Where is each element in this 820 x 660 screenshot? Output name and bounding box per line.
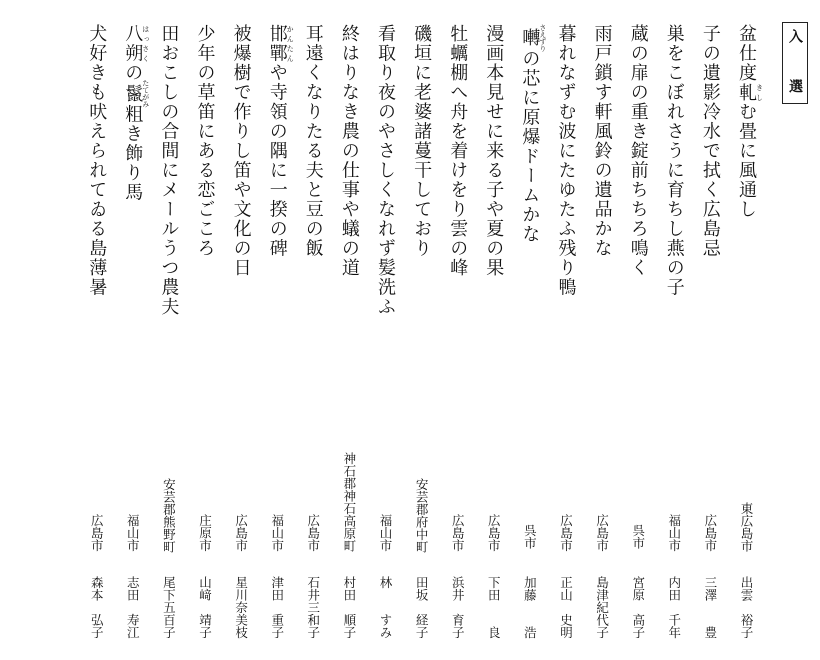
author-place: 広島市 bbox=[450, 514, 466, 552]
haiku-entry bbox=[620, 0, 656, 660]
author-place: 呉市 bbox=[630, 524, 646, 549]
haiku-text: 少年の草笛にある恋ごころ bbox=[194, 24, 216, 258]
author-name: 志田 寿江 bbox=[125, 576, 141, 639]
section-label: 入 選 bbox=[782, 22, 808, 104]
haiku-entry bbox=[78, 0, 114, 660]
haiku-entry bbox=[403, 0, 439, 660]
author-name: 下田 良 bbox=[486, 576, 502, 639]
haiku-text: 終はりなき農の仕事や蟻の道 bbox=[338, 24, 360, 278]
author-place: 福山市 bbox=[378, 514, 393, 552]
author-name: 浜井 育子 bbox=[450, 576, 466, 639]
author-name: 森本 弘子 bbox=[89, 576, 105, 639]
author-name: 正山 史明 bbox=[558, 576, 574, 639]
author-name: 宮原 高子 bbox=[630, 576, 646, 639]
haiku-entry bbox=[331, 0, 367, 660]
author-place: 広島市 bbox=[702, 514, 718, 552]
haiku-text: 暮れなずむ波にたゆたふ残り鴨 bbox=[555, 24, 577, 297]
haiku-entry bbox=[187, 0, 223, 660]
haiku-entry bbox=[584, 0, 620, 660]
author-name: 山﨑 靖子 bbox=[197, 576, 213, 639]
author-place: 呉市 bbox=[522, 524, 538, 549]
haiku-text: 巣をこぼれさうに育ちし燕の子 bbox=[663, 24, 685, 297]
author-name: 林 すみ bbox=[378, 576, 393, 639]
author-name: 津田 重子 bbox=[269, 576, 285, 639]
author-place: 広島市 bbox=[594, 514, 610, 552]
author-name: 星川奈美枝 bbox=[233, 576, 249, 639]
author-place: 福山市 bbox=[666, 514, 682, 552]
author-place: 広島市 bbox=[486, 514, 502, 552]
author-place: 庄原市 bbox=[197, 514, 213, 552]
haiku-entry bbox=[439, 0, 475, 660]
author-name: 出雲 裕子 bbox=[739, 576, 754, 639]
haiku-entry bbox=[367, 0, 403, 660]
author-name: 石井三和子 bbox=[305, 576, 321, 639]
haiku-entry bbox=[511, 0, 547, 660]
haiku-entry bbox=[223, 0, 259, 660]
haiku-text: 子の遺影冷水で拭く広島忌 bbox=[699, 24, 721, 258]
author-place: 広島市 bbox=[558, 514, 574, 552]
author-place: 安芸郡熊野町 bbox=[161, 478, 177, 553]
haiku-text: 牡蠣棚へ舟を着けをり雲の峰 bbox=[447, 24, 469, 278]
haiku-text: 邯鄲かんたんや寺領の隅に一揆の碑 bbox=[266, 24, 295, 258]
author-name: 島津紀代子 bbox=[594, 576, 610, 639]
haiku-entry bbox=[475, 0, 511, 660]
haiku-text: 漫画本見せに来る子や夏の果 bbox=[483, 24, 505, 278]
haiku-entry bbox=[150, 0, 186, 660]
haiku-text: 蔵の扉の重き錠前ちちろ鳴く bbox=[627, 24, 649, 278]
author-name: 加藤 浩 bbox=[522, 576, 538, 639]
author-place: 広島市 bbox=[89, 514, 105, 552]
author-name: 田坂 経子 bbox=[414, 576, 430, 639]
haiku-entry bbox=[728, 0, 764, 660]
author-place: 広島市 bbox=[233, 514, 249, 552]
author-name: 内田 千年 bbox=[666, 576, 682, 639]
author-place: 福山市 bbox=[269, 514, 285, 552]
author-place: 安芸郡府中町 bbox=[414, 478, 430, 553]
haiku-entry bbox=[656, 0, 692, 660]
haiku-text: 八朔はっさくの鬣たてがみ粗き飾り馬 bbox=[122, 24, 150, 202]
author-place: 福山市 bbox=[125, 514, 141, 552]
haiku-entry bbox=[548, 0, 584, 660]
haiku-text: 雨戸鎖す軒風鈴の遺品かな bbox=[591, 24, 613, 258]
author-place: 広島市 bbox=[305, 514, 321, 552]
haiku-text: 被爆樹で作りし笛や文化の日 bbox=[230, 24, 252, 278]
author-name: 尾下五百子 bbox=[161, 576, 177, 639]
haiku-entry bbox=[114, 0, 150, 660]
haiku-entry bbox=[692, 0, 728, 660]
haiku-text: 犬好きも吠えられてゐる島薄暑 bbox=[86, 24, 108, 297]
haiku-text: 磯垣に老婆諸蔓干しており bbox=[411, 24, 433, 258]
haiku-text: 看取り夜のやさしくなれず髪洗ふ bbox=[375, 24, 396, 317]
haiku-text: 田おこしの合間にメールうつ農夫 bbox=[158, 24, 180, 317]
haiku-text: 囀さえずりの芯に原爆ドームかな bbox=[519, 24, 547, 244]
author-place: 東広島市 bbox=[739, 502, 754, 552]
author-name: 村田 順子 bbox=[341, 576, 357, 639]
author-place: 神石郡神石高原町 bbox=[341, 452, 357, 552]
author-name: 三澤 豊 bbox=[702, 576, 718, 639]
haiku-text: 耳遠くなりたる夫と豆の飯 bbox=[302, 24, 324, 258]
haiku-entry bbox=[295, 0, 331, 660]
haiku-text: 盆仕度軋きしむ畳に風通し bbox=[736, 24, 764, 219]
haiku-entry bbox=[259, 0, 295, 660]
